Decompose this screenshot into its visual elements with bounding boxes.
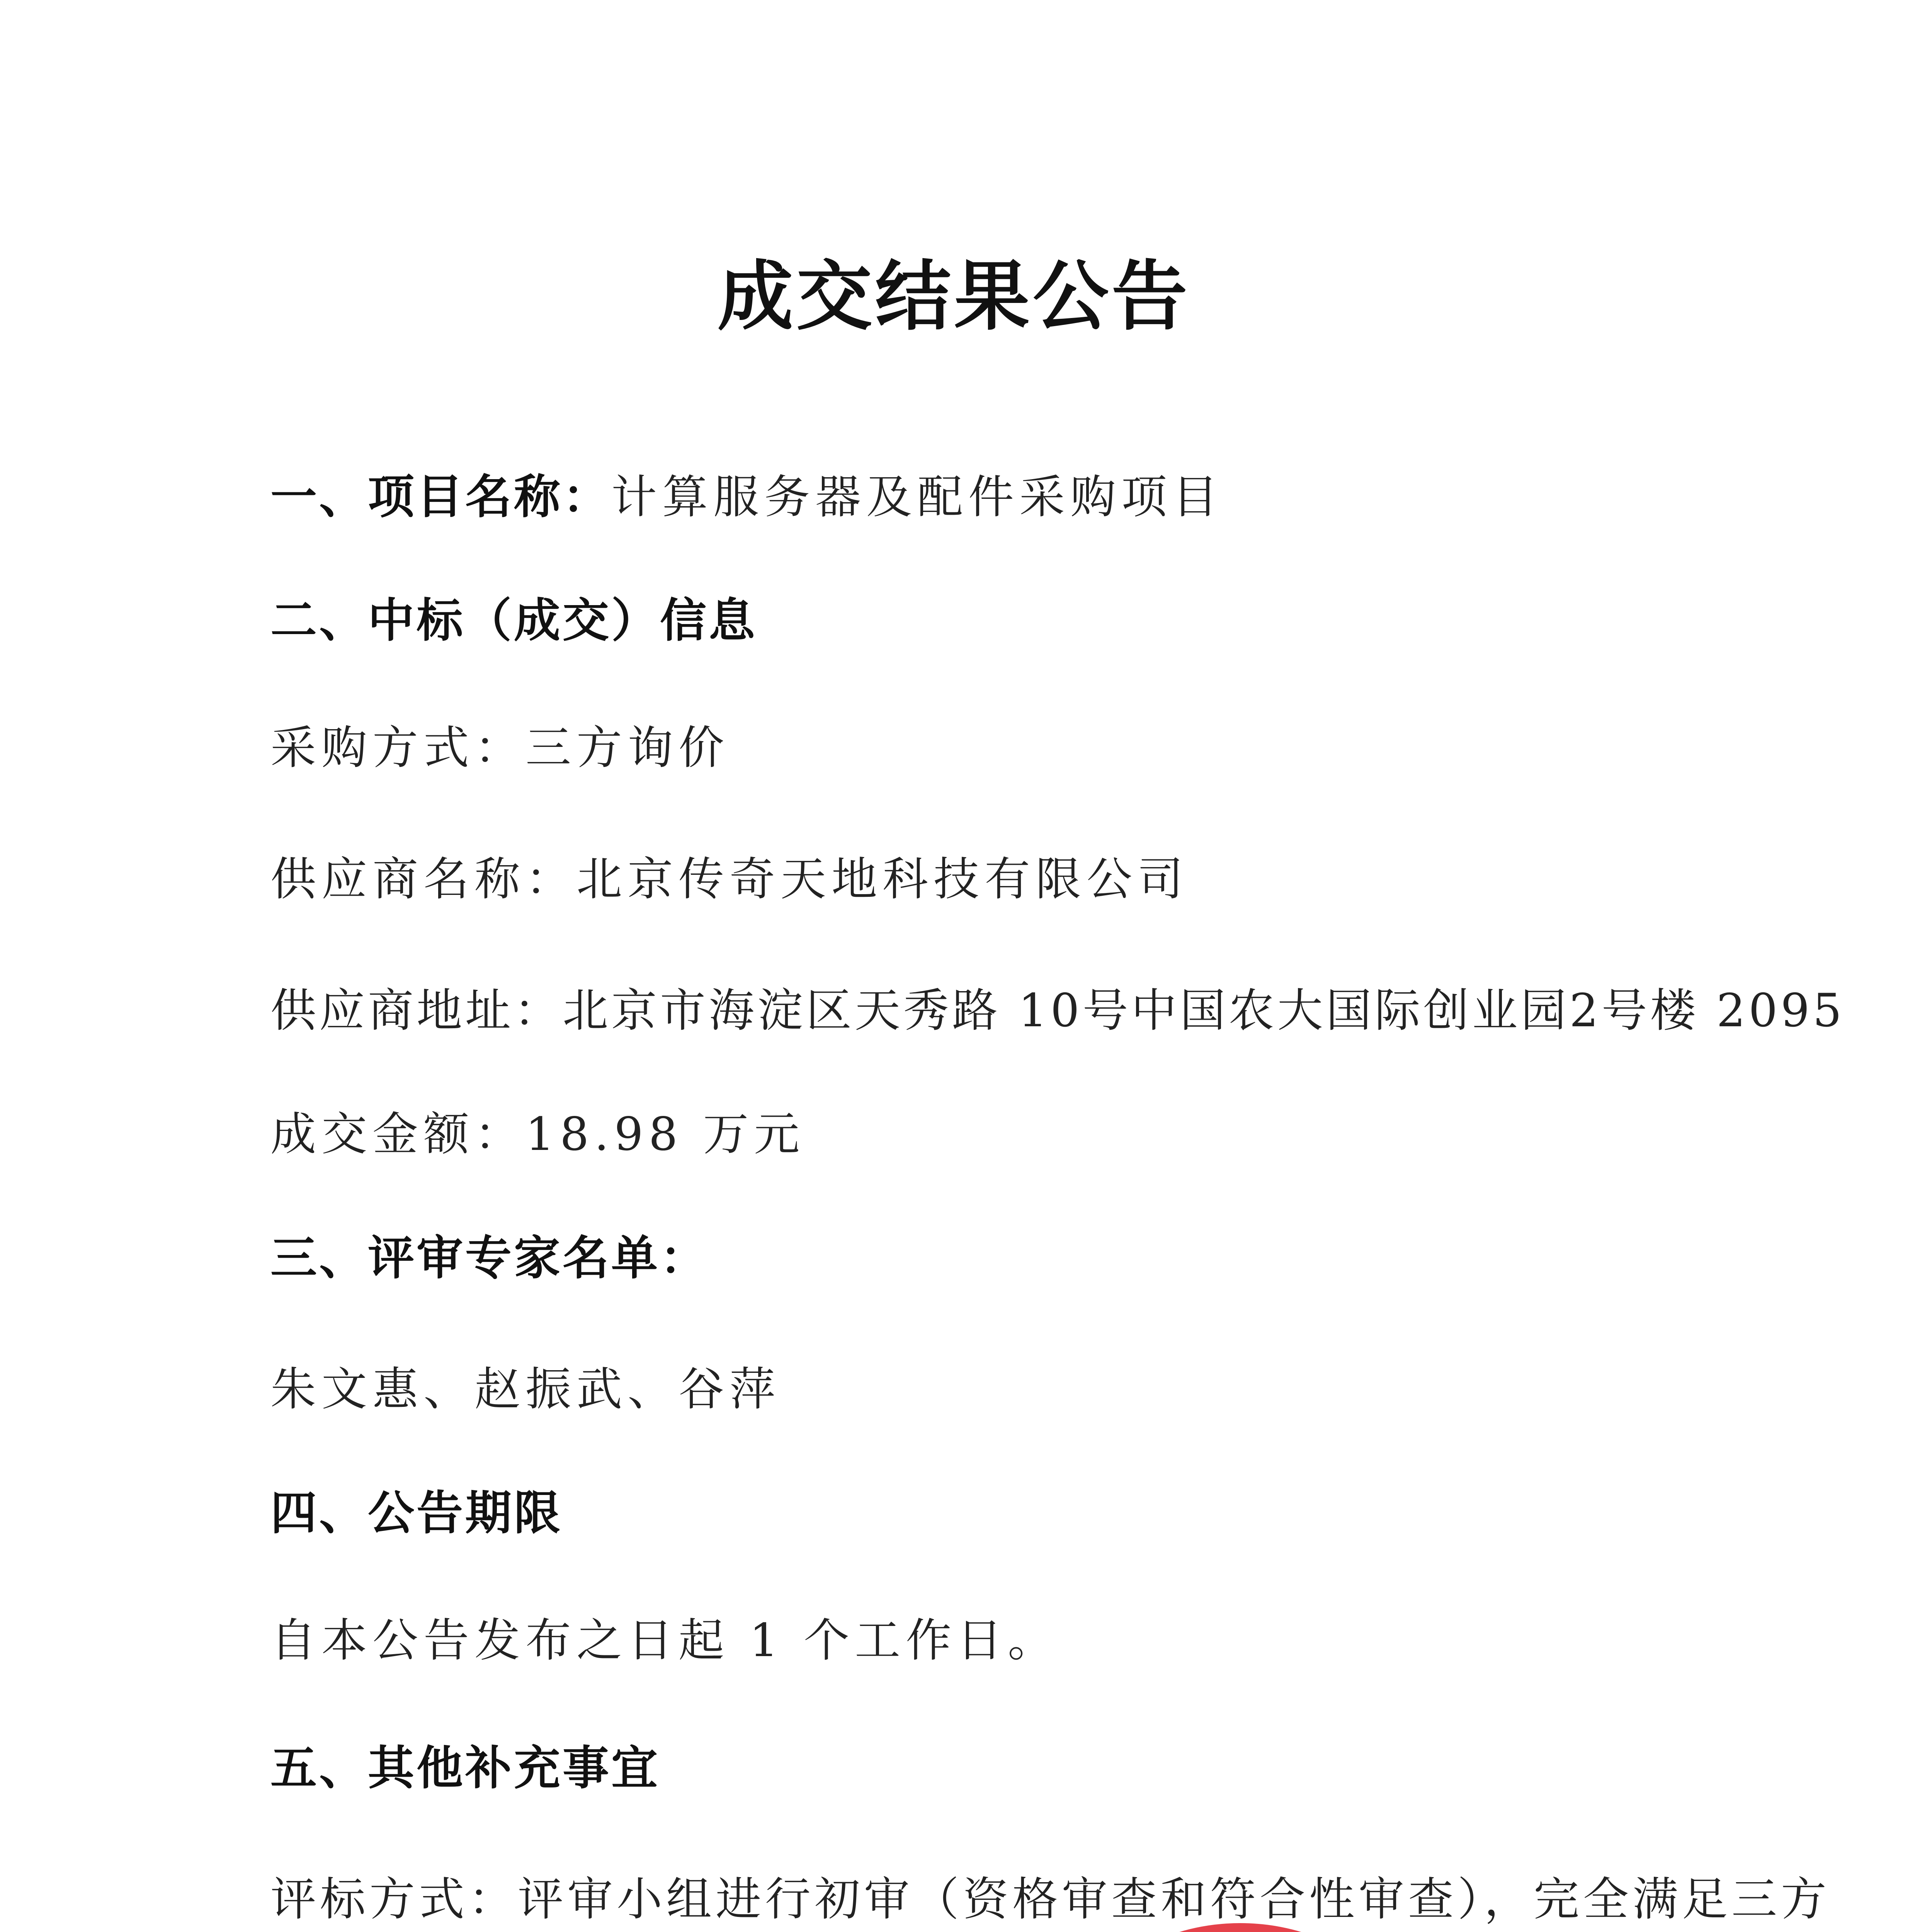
evaluation-method-label: 评标方式：: [270, 1872, 518, 1926]
deal-amount-value: 18.98 万元: [525, 1107, 805, 1161]
official-seal: [1020, 1917, 1461, 1932]
seal-graphic: [1020, 1917, 1461, 1932]
section-3-heading: 三、评审专家名单：: [270, 1231, 709, 1285]
project-name-value: 计算服务器及配件采购项目: [611, 470, 1224, 524]
deal-amount-label: 成交金额：: [270, 1107, 526, 1161]
procurement-method-line: [270, 711, 730, 777]
section-4-heading: 四、公告期限: [270, 1486, 563, 1540]
page-title: 成交结果公告: [717, 252, 1190, 341]
deal-amount-line: [270, 1097, 805, 1163]
supplier-address-label: 供应商地址：: [270, 984, 563, 1037]
supplier-name-line: [270, 842, 1189, 908]
expert-list: 朱文惠、赵振武、谷萍: [270, 1362, 781, 1416]
section-1-heading: 一、项目名称：: [270, 470, 611, 524]
procurement-method-label: 采购方式：: [270, 721, 526, 774]
supplier-name-label: 供应商名称：: [270, 852, 577, 906]
section-2-heading: 二、中标（成交）信息: [270, 594, 757, 648]
announcement-period: 自本公告发布之日起 1 个工作日。: [270, 1614, 1059, 1667]
evaluation-method-text-1: 评审小组进行初审（资格审查和符合性审查），完全满足三方: [518, 1872, 1831, 1926]
section-project-name: [270, 460, 1223, 526]
supplier-address-line: [270, 974, 1845, 1039]
section-5-heading: 五、其他补充事宜: [270, 1742, 660, 1795]
supplier-address-value: 北京市海淀区天秀路 10号中国农大国际创业园2号楼 2095: [563, 984, 1845, 1037]
supplier-name-value: 北京传奇天地科技有限公司: [576, 852, 1189, 906]
procurement-method-value: 三方询价: [525, 721, 730, 774]
